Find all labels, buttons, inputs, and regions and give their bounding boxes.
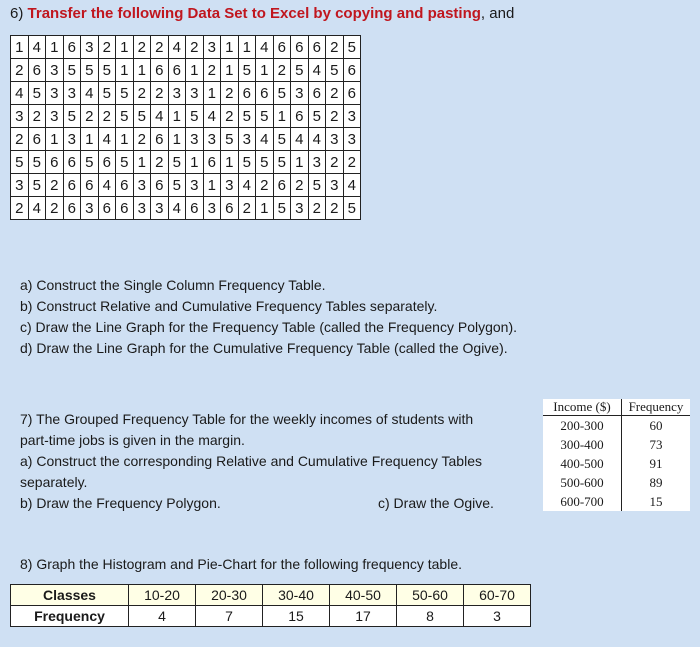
classes-label: Classes xyxy=(11,585,129,606)
data-cell: 1 xyxy=(221,151,239,174)
data-cell: 6 xyxy=(256,82,274,105)
data-cell: 5 xyxy=(343,36,361,59)
data-cell: 4 xyxy=(98,174,116,197)
data-cell: 6 xyxy=(308,82,326,105)
data-cell: 3 xyxy=(168,82,186,105)
income-table-row xyxy=(543,492,690,511)
question-7-part-c: c) Draw the Ogive. xyxy=(378,495,494,511)
data-cell: 3 xyxy=(11,105,29,128)
data-cell: 1 xyxy=(256,59,274,82)
data-cell: 6 xyxy=(273,36,291,59)
data-cell: 3 xyxy=(46,82,64,105)
data-cell: 2 xyxy=(98,105,116,128)
data-cell: 2 xyxy=(238,197,256,220)
data-cell: 3 xyxy=(203,36,221,59)
data-cell: 3 xyxy=(11,174,29,197)
frequency-row xyxy=(11,606,531,627)
data-cell: 1 xyxy=(168,128,186,151)
income-table-cell: 200-300 xyxy=(543,416,622,436)
income-table-row xyxy=(543,473,690,492)
data-cell: 6 xyxy=(63,151,81,174)
question-6-instruction-rest: , and xyxy=(480,5,515,22)
data-cell: 3 xyxy=(343,128,361,151)
income-table-header-cell: Frequency xyxy=(622,399,691,416)
data-cell: 6 xyxy=(273,174,291,197)
data-cell: 1 xyxy=(221,59,239,82)
data-cell: 5 xyxy=(98,82,116,105)
frequency-cell: 17 xyxy=(330,606,397,627)
data-row xyxy=(11,151,361,174)
question-6-number: 6) xyxy=(10,5,24,22)
data-cell: 3 xyxy=(291,82,309,105)
data-cell: 6 xyxy=(186,197,204,220)
data-cell: 2 xyxy=(151,151,169,174)
data-cell: 2 xyxy=(46,197,64,220)
data-cell: 2 xyxy=(133,36,151,59)
frequency-cell: 3 xyxy=(464,606,531,627)
data-cell: 3 xyxy=(46,105,64,128)
data-cell: 1 xyxy=(11,36,29,59)
data-cell: 5 xyxy=(168,174,186,197)
question-7-line: b) Draw the Frequency Polygon. xyxy=(20,495,221,511)
data-cell: 3 xyxy=(151,197,169,220)
data-cell: 1 xyxy=(203,82,221,105)
data-cell: 4 xyxy=(98,128,116,151)
data-cell: 2 xyxy=(133,82,151,105)
data-cell: 3 xyxy=(81,197,99,220)
data-cell: 3 xyxy=(186,128,204,151)
data-cell: 2 xyxy=(343,151,361,174)
data-cell: 5 xyxy=(273,197,291,220)
question-6-instruction: Transfer the following Data Set to Excel by copying and pasting xyxy=(27,5,481,22)
question-7-line: separately. xyxy=(20,474,88,490)
data-row xyxy=(11,128,361,151)
class-frequency-table xyxy=(10,584,531,627)
data-cell: 5 xyxy=(81,151,99,174)
question-6-part: b) Construct Relative and Cumulative Frequency Tables separately. xyxy=(20,298,438,314)
data-cell: 3 xyxy=(186,82,204,105)
data-cell: 2 xyxy=(291,174,309,197)
data-cell: 1 xyxy=(133,59,151,82)
data-cell: 4 xyxy=(81,82,99,105)
data-cell: 4 xyxy=(168,36,186,59)
data-cell: 4 xyxy=(151,105,169,128)
data-cell: 5 xyxy=(168,151,186,174)
data-cell: 3 xyxy=(326,128,344,151)
data-cell: 2 xyxy=(151,82,169,105)
data-cell: 4 xyxy=(168,197,186,220)
data-cell: 4 xyxy=(291,128,309,151)
data-cell: 6 xyxy=(28,128,46,151)
class-cell: 30-40 xyxy=(263,585,330,606)
data-cell: 5 xyxy=(133,105,151,128)
data-cell: 6 xyxy=(63,36,81,59)
data-cell: 3 xyxy=(63,128,81,151)
income-frequency-table xyxy=(543,399,690,511)
data-cell: 4 xyxy=(256,36,274,59)
data-cell: 6 xyxy=(98,151,116,174)
data-cell: 1 xyxy=(203,174,221,197)
data-cell: 1 xyxy=(46,128,64,151)
data-cell: 5 xyxy=(28,174,46,197)
data-row xyxy=(11,59,361,82)
data-cell: 6 xyxy=(221,197,239,220)
data-cell: 3 xyxy=(221,174,239,197)
question-6-part: c) Draw the Line Graph for the Frequency Table (called the Frequency Polygon). xyxy=(20,319,517,335)
data-cell: 6 xyxy=(81,174,99,197)
data-cell: 5 xyxy=(238,151,256,174)
data-cell: 4 xyxy=(203,105,221,128)
data-row xyxy=(11,105,361,128)
data-cell: 1 xyxy=(116,128,134,151)
income-table-cell: 60 xyxy=(649,417,663,433)
class-cell: 50-60 xyxy=(397,585,464,606)
data-cell: 6 xyxy=(116,174,134,197)
data-cell: 5 xyxy=(343,197,361,220)
income-table-cell: 91 xyxy=(649,455,663,471)
data-cell: 2 xyxy=(273,59,291,82)
data-cell: 5 xyxy=(28,151,46,174)
income-table-cell: 600-700 xyxy=(543,492,622,511)
data-cell: 5 xyxy=(273,151,291,174)
data-cell: 3 xyxy=(238,128,256,151)
data-cell: 3 xyxy=(203,128,221,151)
data-cell: 6 xyxy=(203,151,221,174)
data-cell: 1 xyxy=(221,36,239,59)
data-cell: 6 xyxy=(168,59,186,82)
data-cell: 4 xyxy=(343,174,361,197)
data-cell: 2 xyxy=(326,36,344,59)
data-cell: 5 xyxy=(81,59,99,82)
data-cell: 1 xyxy=(186,59,204,82)
data-cell: 1 xyxy=(186,151,204,174)
data-cell: 1 xyxy=(256,197,274,220)
data-cell: 3 xyxy=(46,59,64,82)
data-cell: 5 xyxy=(326,59,344,82)
data-cell: 1 xyxy=(238,36,256,59)
data-row xyxy=(11,82,361,105)
data-row xyxy=(11,36,361,59)
question-7-line: 7) The Grouped Frequency Table for the weekly incomes of students with xyxy=(20,411,474,427)
income-table-row xyxy=(543,416,690,436)
frequency-cell: 7 xyxy=(196,606,263,627)
data-cell: 3 xyxy=(203,197,221,220)
question-6-parts xyxy=(20,275,517,359)
data-cell: 2 xyxy=(256,174,274,197)
data-cell: 4 xyxy=(256,128,274,151)
data-cell: 1 xyxy=(46,36,64,59)
question-6-part: a) Construct the Single Column Frequency Table. xyxy=(20,277,326,293)
data-row xyxy=(11,197,361,220)
data-cell: 5 xyxy=(291,59,309,82)
data-cell: 1 xyxy=(291,151,309,174)
data-cell: 6 xyxy=(238,82,256,105)
data-cell: 5 xyxy=(98,59,116,82)
data-cell: 2 xyxy=(46,174,64,197)
data-cell: 2 xyxy=(308,197,326,220)
data-cell: 6 xyxy=(116,197,134,220)
data-cell: 2 xyxy=(151,36,169,59)
data-cell: 6 xyxy=(63,197,81,220)
data-cell: 1 xyxy=(273,105,291,128)
question-6-title xyxy=(10,5,514,22)
data-cell: 5 xyxy=(308,105,326,128)
income-table-cell: 500-600 xyxy=(543,473,622,492)
data-cell: 5 xyxy=(28,82,46,105)
data-cell: 4 xyxy=(308,128,326,151)
data-cell: 2 xyxy=(133,128,151,151)
frequency-label: Frequency xyxy=(11,606,129,627)
data-cell: 2 xyxy=(326,105,344,128)
data-cell: 3 xyxy=(63,82,81,105)
data-cell: 2 xyxy=(326,151,344,174)
data-cell: 1 xyxy=(81,128,99,151)
data-cell: 4 xyxy=(238,174,256,197)
data-cell: 6 xyxy=(308,36,326,59)
data-cell: 3 xyxy=(291,197,309,220)
data-cell: 1 xyxy=(133,151,151,174)
frequency-cell: 4 xyxy=(129,606,196,627)
data-cell: 5 xyxy=(221,128,239,151)
data-row xyxy=(11,174,361,197)
data-cell: 6 xyxy=(63,174,81,197)
data-cell: 5 xyxy=(116,82,134,105)
data-cell: 6 xyxy=(28,59,46,82)
frequency-cell: 15 xyxy=(263,606,330,627)
question-7-line: a) Construct the corresponding Relative and Cumulative Frequency Tables xyxy=(20,453,482,469)
income-table-row xyxy=(543,454,690,473)
data-set-table xyxy=(10,35,361,220)
question-8-title: 8) Graph the Histogram and Pie-Chart for the following frequency table. xyxy=(20,556,463,572)
income-table-header-cell: Income ($) xyxy=(543,399,622,416)
data-cell: 6 xyxy=(343,59,361,82)
data-cell: 6 xyxy=(291,36,309,59)
income-table-header xyxy=(543,399,690,416)
data-cell: 5 xyxy=(256,151,274,174)
data-cell: 2 xyxy=(11,59,29,82)
data-cell: 5 xyxy=(11,151,29,174)
data-cell: 5 xyxy=(63,105,81,128)
question-6-part: d) Draw the Line Graph for the Cumulative Frequency Table (called the Ogive). xyxy=(20,340,508,356)
data-cell: 2 xyxy=(203,59,221,82)
data-cell: 3 xyxy=(308,151,326,174)
data-cell: 5 xyxy=(308,174,326,197)
income-table-row xyxy=(543,435,690,454)
data-cell: 5 xyxy=(273,82,291,105)
data-cell: 2 xyxy=(11,128,29,151)
data-cell: 2 xyxy=(221,82,239,105)
data-cell: 6 xyxy=(151,174,169,197)
data-cell: 6 xyxy=(151,59,169,82)
data-cell: 5 xyxy=(238,59,256,82)
income-table-cell: 300-400 xyxy=(543,435,622,454)
data-cell: 5 xyxy=(116,151,134,174)
income-table-cell: 73 xyxy=(649,436,663,452)
data-cell: 6 xyxy=(291,105,309,128)
data-cell: 6 xyxy=(151,128,169,151)
class-cell: 60-70 xyxy=(464,585,531,606)
data-cell: 3 xyxy=(326,174,344,197)
data-cell: 2 xyxy=(11,197,29,220)
class-cell: 20-30 xyxy=(196,585,263,606)
data-cell: 4 xyxy=(28,197,46,220)
data-cell: 6 xyxy=(343,82,361,105)
class-cell: 10-20 xyxy=(129,585,196,606)
class-cell: 40-50 xyxy=(330,585,397,606)
data-cell: 5 xyxy=(273,128,291,151)
data-cell: 5 xyxy=(256,105,274,128)
data-cell: 5 xyxy=(186,105,204,128)
data-cell: 5 xyxy=(63,59,81,82)
data-cell: 1 xyxy=(116,59,134,82)
data-cell: 1 xyxy=(168,105,186,128)
data-cell: 2 xyxy=(326,197,344,220)
data-cell: 3 xyxy=(133,174,151,197)
data-cell: 3 xyxy=(186,174,204,197)
data-cell: 2 xyxy=(326,82,344,105)
classes-row xyxy=(11,585,531,606)
data-cell: 5 xyxy=(238,105,256,128)
data-cell: 2 xyxy=(186,36,204,59)
data-cell: 2 xyxy=(28,105,46,128)
frequency-cell: 8 xyxy=(397,606,464,627)
data-cell: 4 xyxy=(28,36,46,59)
data-cell: 6 xyxy=(46,151,64,174)
data-cell: 2 xyxy=(221,105,239,128)
income-table-cell: 400-500 xyxy=(543,454,622,473)
data-cell: 1 xyxy=(116,36,134,59)
income-table-cell: 89 xyxy=(649,474,663,490)
question-7-text xyxy=(20,409,535,514)
data-cell: 5 xyxy=(116,105,134,128)
data-cell: 4 xyxy=(11,82,29,105)
question-7-line: part-time jobs is given in the margin. xyxy=(20,432,245,448)
data-cell: 3 xyxy=(81,36,99,59)
income-table-cell: 15 xyxy=(649,493,663,509)
data-cell: 2 xyxy=(81,105,99,128)
data-cell: 6 xyxy=(98,197,116,220)
data-cell: 3 xyxy=(343,105,361,128)
data-cell: 3 xyxy=(133,197,151,220)
data-cell: 2 xyxy=(98,36,116,59)
data-cell: 4 xyxy=(308,59,326,82)
